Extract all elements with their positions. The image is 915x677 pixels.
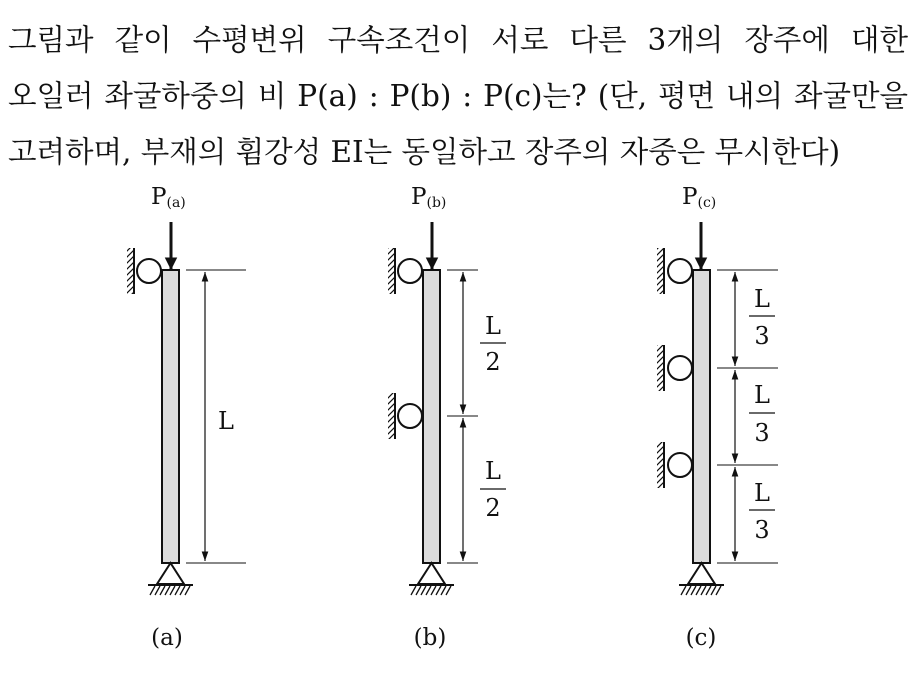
roller-support-c-lower xyxy=(657,442,692,488)
roller-support-b-top xyxy=(388,248,422,294)
question-line-2: 오일러 좌굴하중의 비 P(a) : P(b) : P(c)는? (단, 평면 내의 좌굴만을 xyxy=(8,79,908,113)
caption-a: (a) xyxy=(151,625,183,651)
column-b xyxy=(388,184,506,651)
dimension-b-1-denominator: 2 xyxy=(485,348,501,376)
pin-support-a xyxy=(148,563,193,595)
dimension-b-2-numerator: L xyxy=(485,457,501,485)
roller-support-c-top xyxy=(657,248,692,294)
dimension-c-2-numerator: L xyxy=(754,381,770,409)
dimension-c-3-denominator: 3 xyxy=(754,516,770,544)
question-line-1: 그림과 같이 수평변위 구속조건이 서로 다른 3개의 장주에 대한 xyxy=(8,23,908,57)
dimension-c-1-numerator: L xyxy=(754,285,770,313)
dimension-c-1-denominator: 3 xyxy=(754,322,770,350)
load-label-c: P(c) xyxy=(682,184,717,211)
column-c xyxy=(657,184,778,651)
load-label-a: P(a) xyxy=(151,184,186,211)
column-member-b xyxy=(423,270,440,563)
column-member-a xyxy=(162,270,179,563)
load-label-b: P(b) xyxy=(411,184,447,211)
column-a xyxy=(127,184,246,651)
caption-b: (b) xyxy=(413,625,447,651)
roller-support-c-upper xyxy=(657,345,692,391)
question-line-3: 고려하며, 부재의 휨강성 EI는 동일하고 장주의 자중은 무시한다) xyxy=(8,135,841,169)
caption-c: (c) xyxy=(685,625,717,651)
dimension-c xyxy=(717,270,778,563)
dimension-label-a-1: L xyxy=(218,407,234,435)
dimension-b xyxy=(447,270,506,563)
pin-support-b xyxy=(409,563,454,595)
dimension-c-3-numerator: L xyxy=(754,479,770,507)
roller-support-b-mid xyxy=(388,393,422,439)
dimension-b-2-denominator: 2 xyxy=(485,494,501,522)
roller-support-a-top xyxy=(127,248,161,294)
dimension-c-2-denominator: 3 xyxy=(754,419,770,447)
column-member-c xyxy=(693,270,710,563)
pin-support-c xyxy=(679,563,724,595)
dimension-a xyxy=(186,270,246,563)
dimension-b-1-numerator: L xyxy=(485,312,501,340)
